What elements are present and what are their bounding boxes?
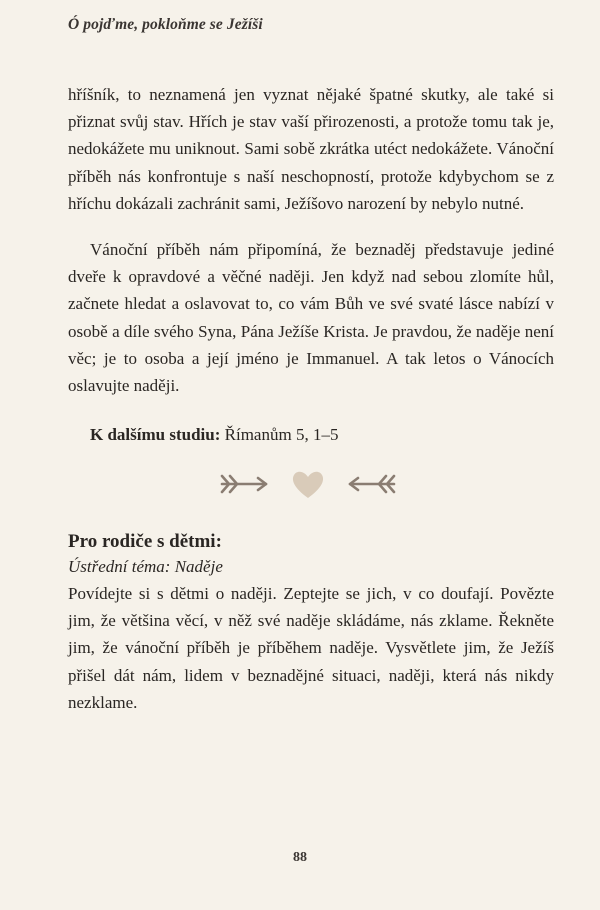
page-number: 88 [293, 850, 307, 865]
paragraph-text: hříšník, to neznamená jen vyznat nějaké špatné skutky, ale také si přiznat svůj stav. Hřích je stav vaší přirozenosti, a protože tomu tak je, nedokážete mu uniknout. Sami sobě zkrátka utéct nedokážete. Vánoční příběh nás konfrontuje s naší neschopností, protože kdybychom se z hříchu dokázali zachránit sami, Ježíšovo narození by nebylo nutné. [68, 85, 554, 213]
further-study [90, 421, 338, 448]
parents-section-theme: Ústřední téma: Naděje [68, 557, 223, 576]
heart-icon [293, 472, 323, 498]
paragraph-text: Vánoční příběh nám připomíná, že beznaděj představuje jediné dveře k opravdové a věčné naději. Jen když nad sebou zlomíte hůl, začnete hledat a oslavovat to, co vám Bůh ve své svaté lásce nabízí v osobě a díle svého Syna, Pána Ježíše Krista. Je pravdou, že naděje není věc; je to osoba a její jméno je Immanuel. A tak letos o Vánocích oslavujte naději. [68, 240, 554, 396]
ornament-divider [218, 464, 398, 504]
arrow-left-icon [350, 476, 394, 492]
parents-section-heading: Pro rodiče s dětmi: [68, 531, 222, 552]
further-study-label: K dalšímu studiu: [90, 425, 221, 444]
further-study-reference: Římanům 5, 1–5 [224, 425, 339, 444]
paragraph-text: Povídejte si s dětmi o naději. Zeptejte se jich, v co doufají. Povězte jim, že většina věcí, v něž své naděje skládáme, nás zklame. Řekněte jim, že vánoční příběh je příběhem naděje. Vysvětlete jim, že Ježíš přišel dát nám, lidem v beznadějné situaci, naději, která nás nikdy nezklame. [68, 584, 554, 712]
body-paragraph-1 [68, 81, 554, 217]
parents-section-text [68, 580, 554, 716]
arrow-right-icon [222, 476, 266, 492]
body-paragraph-2 [68, 236, 554, 399]
running-head: Ó pojďme, pokloňme se Ježíši [68, 16, 263, 33]
ornament-svg [218, 464, 398, 504]
